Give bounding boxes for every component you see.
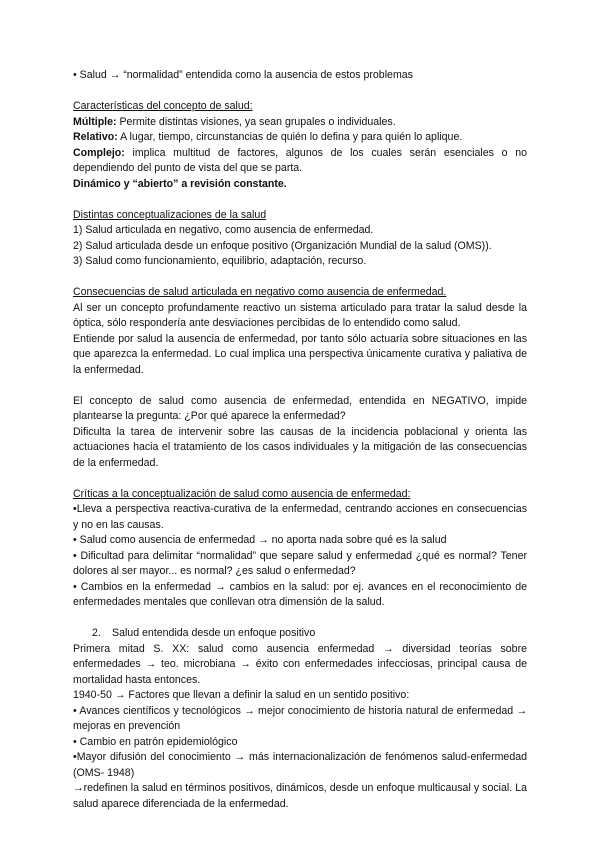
- paragraph: Al ser un concepto profundamente reactivo un sistema articulado para tratar la salud desde la óptica, sólo respondería ante desviaciones percibidas de lo entendido como salud.: [73, 301, 527, 329]
- list-item: 3) Salud como funcionamiento, equilibrio, adaptación, recurso.: [73, 255, 367, 267]
- list-item: •Mayor difusión del conocimiento → más internacionalización de fenómenos salud-enfermedad (OMS- 1948): [73, 751, 527, 779]
- term-label: Relativo:: [73, 131, 118, 143]
- term-text: A lugar, tiempo, circunstancias de quién lo defina y para quién lo aplique.: [117, 131, 463, 143]
- characteristic-complejo: [73, 146, 527, 177]
- list-item: →redefinen la salud en términos positivos, dinámicos, desde un enfoque multicausal y social. La salud aparece diferenciada de la enfermedad.: [73, 782, 527, 810]
- term-text: Permite distintas visiones, ya sean grupales o individuales.: [116, 115, 396, 128]
- intro-bullet: • Salud → “normalidad” entendida como la ausencia de estos problemas: [73, 69, 413, 81]
- characteristic-relativo: [73, 130, 527, 146]
- list-item: 2) Salud articulada desde un enfoque positivo (Organización Mundial de la salud (OMS)).: [73, 239, 492, 252]
- section-heading-consecuencias: Consecuencias de salud articulada en negativo como ausencia de enfermedad.: [73, 286, 447, 298]
- characteristic-multiple: [73, 115, 527, 131]
- section-title: Salud entendida desde un enfoque positivo: [112, 627, 316, 639]
- term-text: implica multitud de factores, algunos de los cuales serán esenciales o no dependiendo del punto de vista del que se parta.: [73, 146, 527, 174]
- list-item: 1) Salud articulada en negativo, como ausencia de enfermedad.: [73, 224, 374, 236]
- section-heading-criticas: Críticas a la conceptualización de salud como ausencia de enfermedad:: [73, 487, 411, 500]
- list-item: •Lleva a perspectiva reactiva-curativa de la enfermedad, centrando acciones en consecuencias y no en las causas.: [73, 503, 527, 531]
- paragraph: Dificulta la tarea de intervenir sobre las causas de la incidencia poblacional y orienta las actuaciones hacia el tratamiento de los casos individuales y la mitigación de las consecuencias de la enfermedad.: [73, 425, 527, 469]
- list-item: • Cambios en la enfermedad → cambios en la salud: por ej. avances en el reconocimiento de enfermedades mentales que conllevan otra dimensión de la salud.: [73, 580, 527, 608]
- term-label: Complejo:: [73, 146, 125, 159]
- term-label: Múltiple:: [73, 115, 117, 128]
- list-item: • Cambio en patrón epidemiológico: [73, 735, 238, 748]
- list-item: • Dificultad para delimitar “normalidad” que separe salud y enfermedad ¿qué es normal? Tener dolores al ser mayor... es normal? ¿es salud o enfermedad?: [73, 549, 527, 577]
- characteristic-dinamico: Dinámico y “abierto” a revisión constante.: [73, 177, 287, 190]
- section-number: 2.: [92, 627, 101, 639]
- paragraph: El concepto de salud como ausencia de enfermedad, entendida en NEGATIVO, impide plantearse la pregunta: ¿Por qué aparece la enfermedad?: [73, 394, 527, 422]
- list-item: • Salud como ausencia de enfermedad → no aporta nada sobre qué es la salud: [73, 534, 447, 546]
- section-heading-caracteristicas: Características del concepto de salud:: [73, 100, 253, 112]
- section-heading-enfoque-positivo: [73, 626, 527, 642]
- paragraph: Primera mitad S. XX: salud como ausencia enfermedad → diversidad teorías sobre enfermedades → teo. microbiana → éxito con enfermedades infecciosas, principal causa de mortalidad hasta entonces.: [73, 642, 527, 686]
- section-heading-conceptualizaciones: Distintas conceptualizaciones de la salud: [73, 208, 267, 221]
- paragraph: Entiende por salud la ausencia de enfermedad, por tanto sólo actuaría sobre situaciones en las que aparezca la enfermedad. Lo cual implica una perspectiva únicamente curativa y paliativa de la enfermedad.: [73, 332, 527, 376]
- paragraph: 1940-50 → Factores que llevan a definir la salud en un sentido positivo:: [73, 689, 410, 701]
- list-item: • Avances científicos y tecnológicos → mejor conocimiento de historia natural de enfermedad → mejoras en prevención: [73, 704, 527, 732]
